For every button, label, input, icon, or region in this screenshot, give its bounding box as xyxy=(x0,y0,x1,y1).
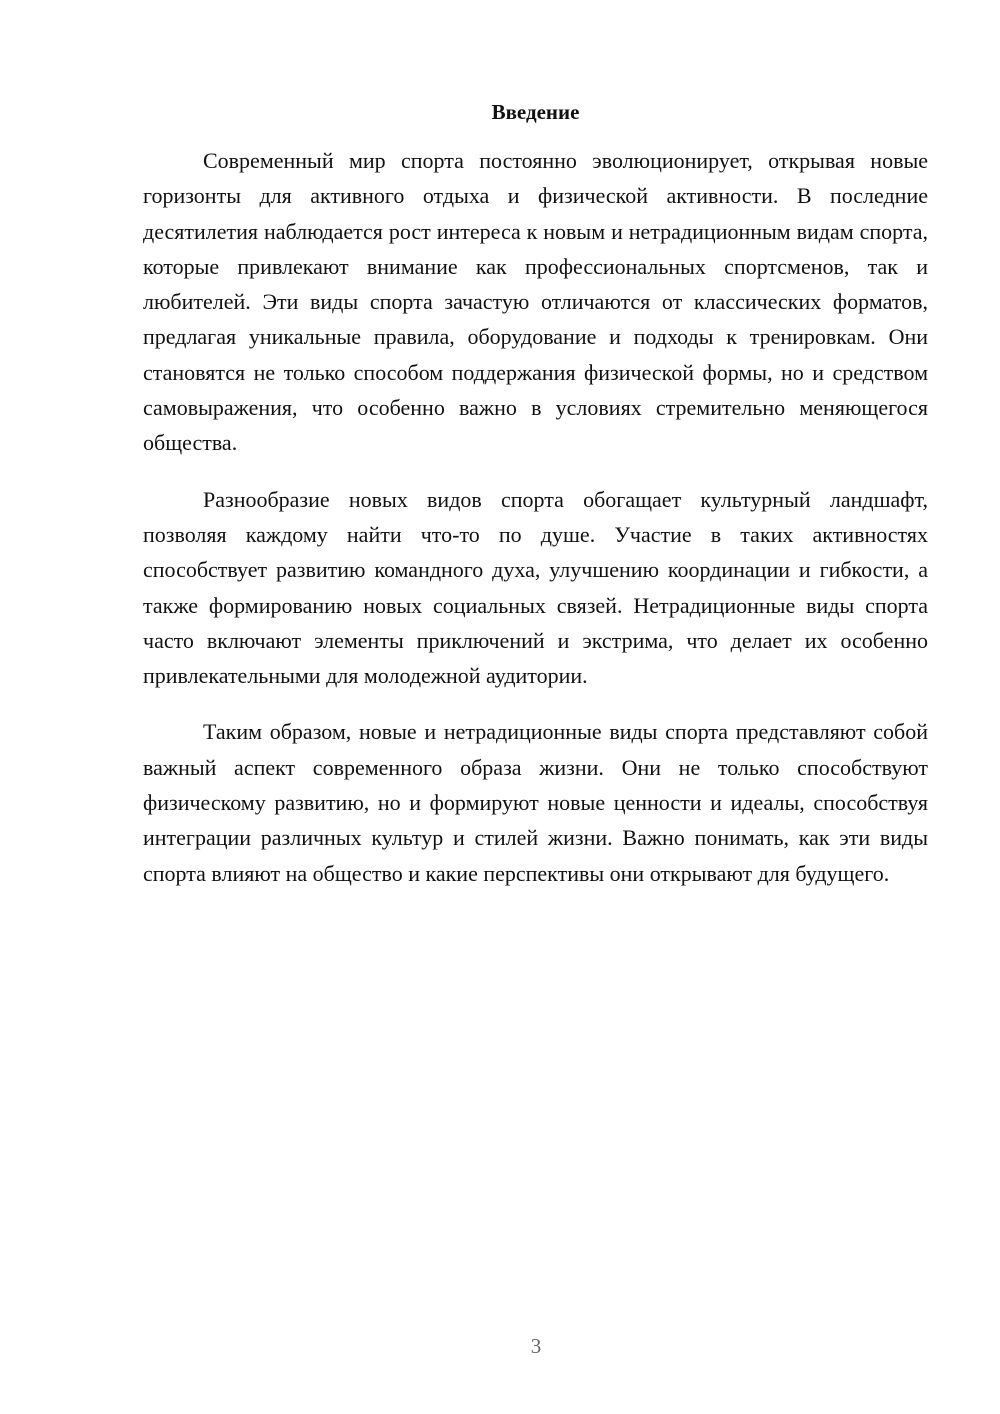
paragraph-2: Разнообразие новых видов спорта обогащает культурный ландшафт, позволяя каждому найти что-то по душе. Участие в таких активностях способствует развитию командного духа, улучшению координации и гибкости, а также формированию новых социальных связей. Нетрадиционные виды спорта часто включают элементы приключений и экстрима, что делает их особенно привлекательными для молодежной аудитории. xyxy=(143,486,928,689)
page-number: 3 xyxy=(530,1334,542,1358)
paragraph-3: Таким образом, новые и нетрадиционные виды спорта представляют собой важный аспект современного образа жизни. Они не только способствуют физическому развитию, но и формируют новые ценности и идеалы, способствуя интеграции различных культур и стилей жизни. Важно понимать, как эти виды спорта влияют на общество и какие перспективы они открывают для будущего. xyxy=(143,719,928,886)
paragraph-1: Современный мир спорта постоянно эволюционирует, открывая новые горизонты для активного отдыха и физической активности. В последние десятилетия наблюдается рост интереса к новым и нетрадиционным видам спорта, которые привлекают внимание как профессиональных спортсменов, так и любителей. Эти виды спорта зачастую отличаются от классических форматов, предлагая уникальные правила, оборудование и подходы к тренировкам. Они становятся не только способом поддержания физической формы, но и средством самовыражения, что особенно важно в условиях стремительно меняющегося общества. xyxy=(143,148,928,456)
section-heading: Введение xyxy=(491,100,580,124)
body-text xyxy=(143,143,928,912)
